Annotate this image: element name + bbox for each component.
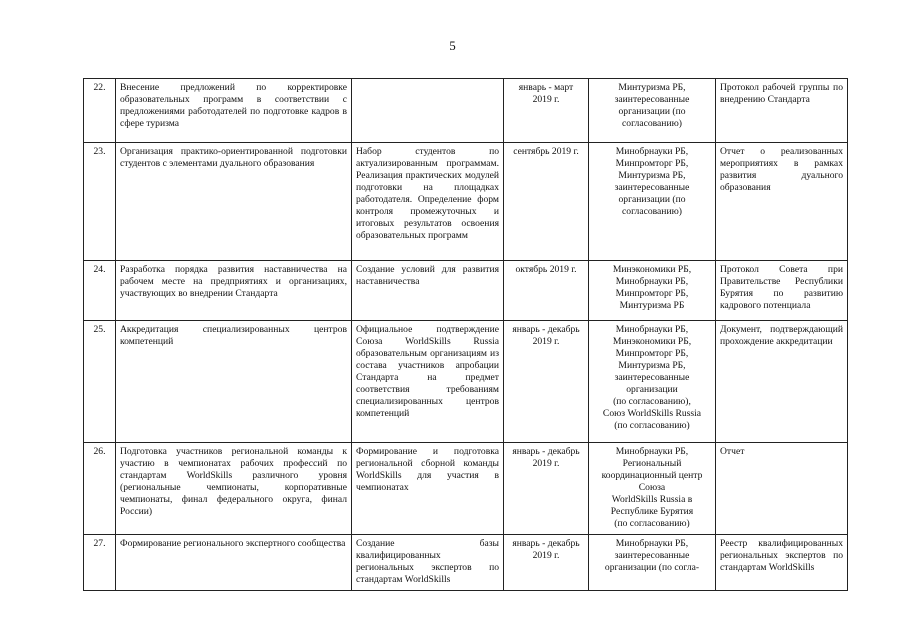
- table-row: [84, 79, 848, 143]
- executors-cell: [589, 79, 716, 143]
- task-cell: Организация практико-ориентированной подготовки студентов с элементами дуального образования: [116, 143, 352, 261]
- task-cell: Внесение предложений по корректировке образовательных программ в соответствии с предложениями работодателей по подготовке кадров в сфере туризма: [116, 79, 352, 143]
- executor-line: заинтересованные: [614, 550, 690, 561]
- executor-line: Минэкономики РБ,: [612, 264, 692, 275]
- term-cell: октябрь 2019 г.: [504, 261, 589, 321]
- row-number: 25.: [84, 321, 116, 443]
- executors-cell: [589, 143, 716, 261]
- document-cell: Документ, подтверждающий прохождение аккредитации: [716, 321, 848, 443]
- executor-line: организации (по согла-: [604, 562, 700, 573]
- executor-line: Минтуризма РБ,: [618, 82, 686, 93]
- term-cell: январь - декабрь 2019 г.: [504, 535, 589, 591]
- row-number: 24.: [84, 261, 116, 321]
- executors-cell: [589, 443, 716, 535]
- table-row: [84, 535, 848, 591]
- document-cell: Протокол рабочей группы по внедрению Стандарта: [716, 79, 848, 143]
- executor-line: заинтересованные: [614, 182, 690, 193]
- task-cell: Подготовка участников региональной команды к участию в чемпионатах рабочих профессий по стандартам WorldSkills различного уровня (региональные чемпионаты, корпоративные чемпионаты, финал федерального округа, финал России): [116, 443, 352, 535]
- result-cell: Создание условий для развития наставничества: [352, 261, 504, 321]
- executor-line: организации: [626, 384, 678, 395]
- executor-line: Минпромторг РБ,: [615, 158, 689, 169]
- executor-line: заинтересованные: [614, 372, 690, 383]
- executor-line: (по согласованию): [614, 420, 690, 431]
- result-cell: Официальное подтверждение Союза WorldSkills Russia образовательным организациям из состава участников апробации Стандарта на предмет соответствия требованиям специализированных центров компетенций: [352, 321, 504, 443]
- executor-line: Минобрнауки РБ,: [615, 146, 689, 157]
- executor-line: Союз WorldSkills Russia: [602, 408, 702, 419]
- action-plan-table: [83, 78, 848, 591]
- executor-line: Минэкономики РБ,: [612, 336, 692, 347]
- row-number: 23.: [84, 143, 116, 261]
- executor-line: Минобрнауки РБ,: [615, 276, 689, 287]
- executors-cell: [589, 321, 716, 443]
- task-cell: Разработка порядка развития наставничества на рабочем месте на предприятиях и организациях, участвующих во внедрении Стандарта: [116, 261, 352, 321]
- executor-line: Минобрнауки РБ,: [615, 538, 689, 549]
- executor-line: Минтуризма РБ,: [618, 170, 686, 181]
- result-cell: [352, 79, 504, 143]
- executors-cell: [589, 261, 716, 321]
- executors-cell: [589, 535, 716, 591]
- executor-line: Минобрнауки РБ,: [615, 324, 689, 335]
- term-cell: январь - март 2019 г.: [504, 79, 589, 143]
- document-cell: Отчет о реализованных мероприятиях в рамках развития дуального образования: [716, 143, 848, 261]
- result-cell: Формирование и подготовка региональной сборной команды WorldSkills для участия в чемпионатах: [352, 443, 504, 535]
- task-cell: Формирование регионального экспертного сообщества: [116, 535, 352, 591]
- executor-line: Минпромторг РБ,: [615, 348, 689, 359]
- executor-line: организации (по согласованию): [618, 106, 686, 129]
- executor-line: Минтуризма РБ: [619, 300, 685, 311]
- task-cell: Аккредитация специализированных центров компетенций: [116, 321, 352, 443]
- row-number: 22.: [84, 79, 116, 143]
- executor-line: (по согласованию): [614, 518, 690, 529]
- row-number: 26.: [84, 443, 116, 535]
- executor-line: Минпромторг РБ,: [615, 288, 689, 299]
- document-cell: Протокол Совета при Правительстве Республики Бурятия по развитию кадрового потенциала: [716, 261, 848, 321]
- executor-line: Минобрнауки РБ,: [615, 446, 689, 457]
- result-cell: Набор студентов по актуализированным программам. Реализация практических модулей подготовки на площадках работодателя. Определение форм контроля промежуточных и итоговых результатов освоения образовательных программ: [352, 143, 504, 261]
- executor-line: Минтуризма РБ,: [618, 360, 686, 371]
- term-cell: январь - декабрь 2019 г.: [504, 321, 589, 443]
- page-number: 5: [449, 38, 456, 53]
- document-cell: Отчет: [716, 443, 848, 535]
- table-row: [84, 261, 848, 321]
- executor-line: WorldSkills Russia в Республике Бурятия: [610, 494, 694, 517]
- table-row: [84, 321, 848, 443]
- executor-line: заинтересованные: [614, 94, 690, 105]
- table-row: [84, 443, 848, 535]
- executor-line: Региональный координационный центр Союза: [601, 458, 703, 493]
- result-cell: Создание базы квалифицированных региональных экспертов по стандартам WorldSkills: [352, 535, 504, 591]
- table-row: [84, 143, 848, 261]
- row-number: 27.: [84, 535, 116, 591]
- term-cell: январь - декабрь 2019 г.: [504, 443, 589, 535]
- document-cell: Реестр квалифицированных региональных экспертов по стандартам WorldSkills: [716, 535, 848, 591]
- term-cell: сентябрь 2019 г.: [504, 143, 589, 261]
- executor-line: организации (по согласованию): [618, 194, 686, 217]
- executor-line: (по согласованию),: [613, 396, 691, 407]
